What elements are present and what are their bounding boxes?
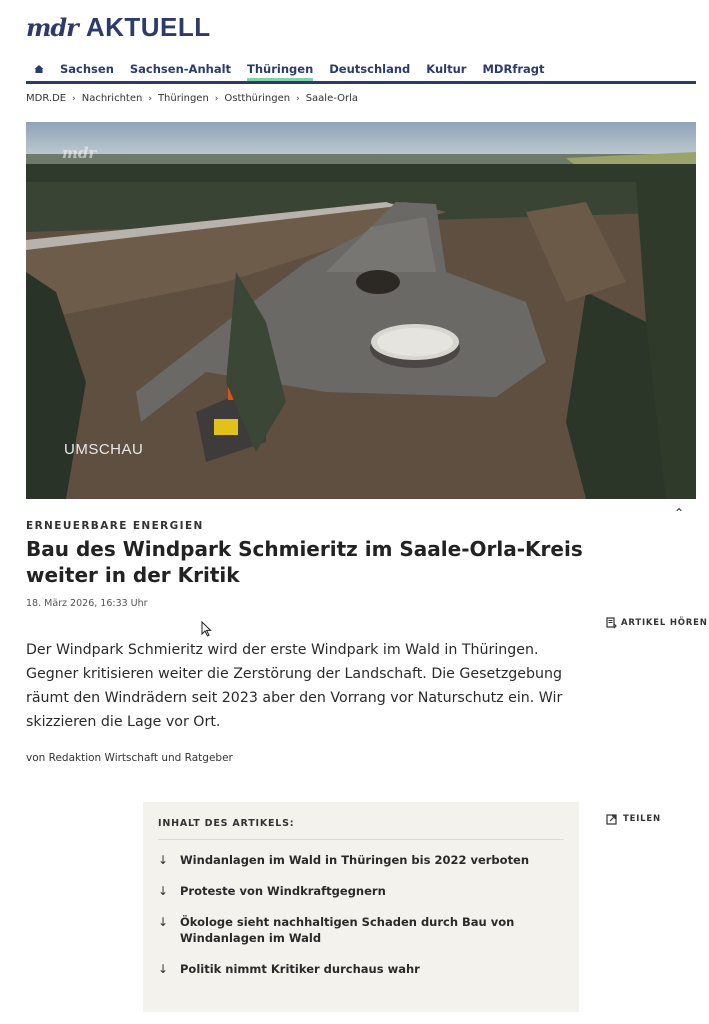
breadcrumb-separator: › [296, 93, 300, 104]
listen-label: ARTIKEL HÖREN [621, 618, 708, 628]
breadcrumb-separator: › [148, 93, 152, 104]
arrow-down-icon: ↓ [158, 853, 169, 867]
nav-item-sachsen[interactable]: Sachsen [60, 62, 114, 76]
listen-article-button[interactable] [606, 617, 708, 629]
mouse-cursor-icon [201, 621, 213, 637]
toc-item-label: Proteste von Windkraftgegnern [180, 884, 386, 898]
breadcrumb-item[interactable]: Nachrichten [81, 93, 143, 104]
article-headline: Bau des Windpark Schmieritz im Saale-Orla-Kreis weiter in der Kritik [26, 537, 583, 587]
toc-item-label: Windanlagen im Wald in Thüringen bis 2022 verboten [180, 853, 530, 867]
nav-item-kultur[interactable]: Kultur [426, 62, 467, 76]
share-icon [606, 813, 618, 825]
article-kicker: ERNEUERBARE ENERGIEN [26, 520, 204, 532]
breadcrumb-item[interactable]: Saale-Orla [305, 93, 358, 104]
home-icon [34, 64, 44, 74]
hero-image[interactable] [26, 122, 696, 499]
toc-item[interactable] [158, 961, 564, 977]
article-author: von Redaktion Wirtschaft und Ratgeber [26, 752, 233, 764]
breadcrumb-separator: › [72, 93, 76, 104]
nav-item-sachsen-anhalt[interactable]: Sachsen-Anhalt [129, 62, 232, 76]
breadcrumb-separator: › [214, 93, 219, 104]
logo-mark: mdr [26, 12, 78, 42]
nav-home-button[interactable] [26, 58, 52, 80]
nav-item-mdrfragt[interactable]: MDRfragt [482, 62, 545, 76]
arrow-down-icon: ↓ [158, 884, 169, 898]
article-teaser: Der Windpark Schmieritz wird der erste Windpark im Wald in Thüringen. Gegner kritisieren weiter die Zerstörung der Landschaft. Die Gesetzgebung räumt den Windrädern seit 2023 aber den Vorrang vor Naturschutz ein. Wir skizzieren die Lage vor Ort. [26, 642, 563, 730]
nav-item-thueringen[interactable]: Thüringen [239, 58, 321, 81]
hero-caption: UMSCHAU [64, 441, 144, 458]
mdr-aktuell-logo[interactable] [26, 12, 211, 42]
share-label: TEILEN [623, 814, 661, 824]
article-date: 18. März 2026, 16:33 Uhr [26, 598, 148, 609]
breadcrumb-item[interactable]: Thüringen [157, 93, 209, 104]
toc-item[interactable] [158, 914, 564, 946]
breadcrumb [26, 93, 358, 104]
audio-document-icon [606, 617, 618, 629]
breadcrumb-item[interactable]: Ostthüringen [224, 93, 291, 104]
toc-item[interactable] [158, 883, 564, 899]
table-of-contents [143, 802, 579, 1012]
breadcrumb-item[interactable]: MDR.DE [26, 93, 67, 104]
nav-item-deutschland[interactable]: Deutschland [329, 62, 411, 76]
toc-item-label: Politik nimmt Kritiker durchaus wahr [180, 962, 420, 976]
arrow-down-icon: ↓ [158, 962, 169, 976]
share-button[interactable] [606, 813, 661, 825]
toc-item-label: Ökologe sieht nachhaltigen Schaden durch Bau von Windanlagen im Wald [180, 915, 515, 945]
toc-item[interactable] [158, 852, 564, 868]
logo-text: AKTUELL [85, 11, 211, 42]
main-navigation [26, 58, 696, 84]
hero-watermark: mdr [62, 144, 97, 162]
chevron-up-icon[interactable]: ⌃ [674, 506, 685, 520]
arrow-down-icon: ↓ [158, 915, 169, 929]
toc-list [158, 852, 564, 977]
toc-title: INHALT DES ARTIKELS: [158, 818, 564, 840]
